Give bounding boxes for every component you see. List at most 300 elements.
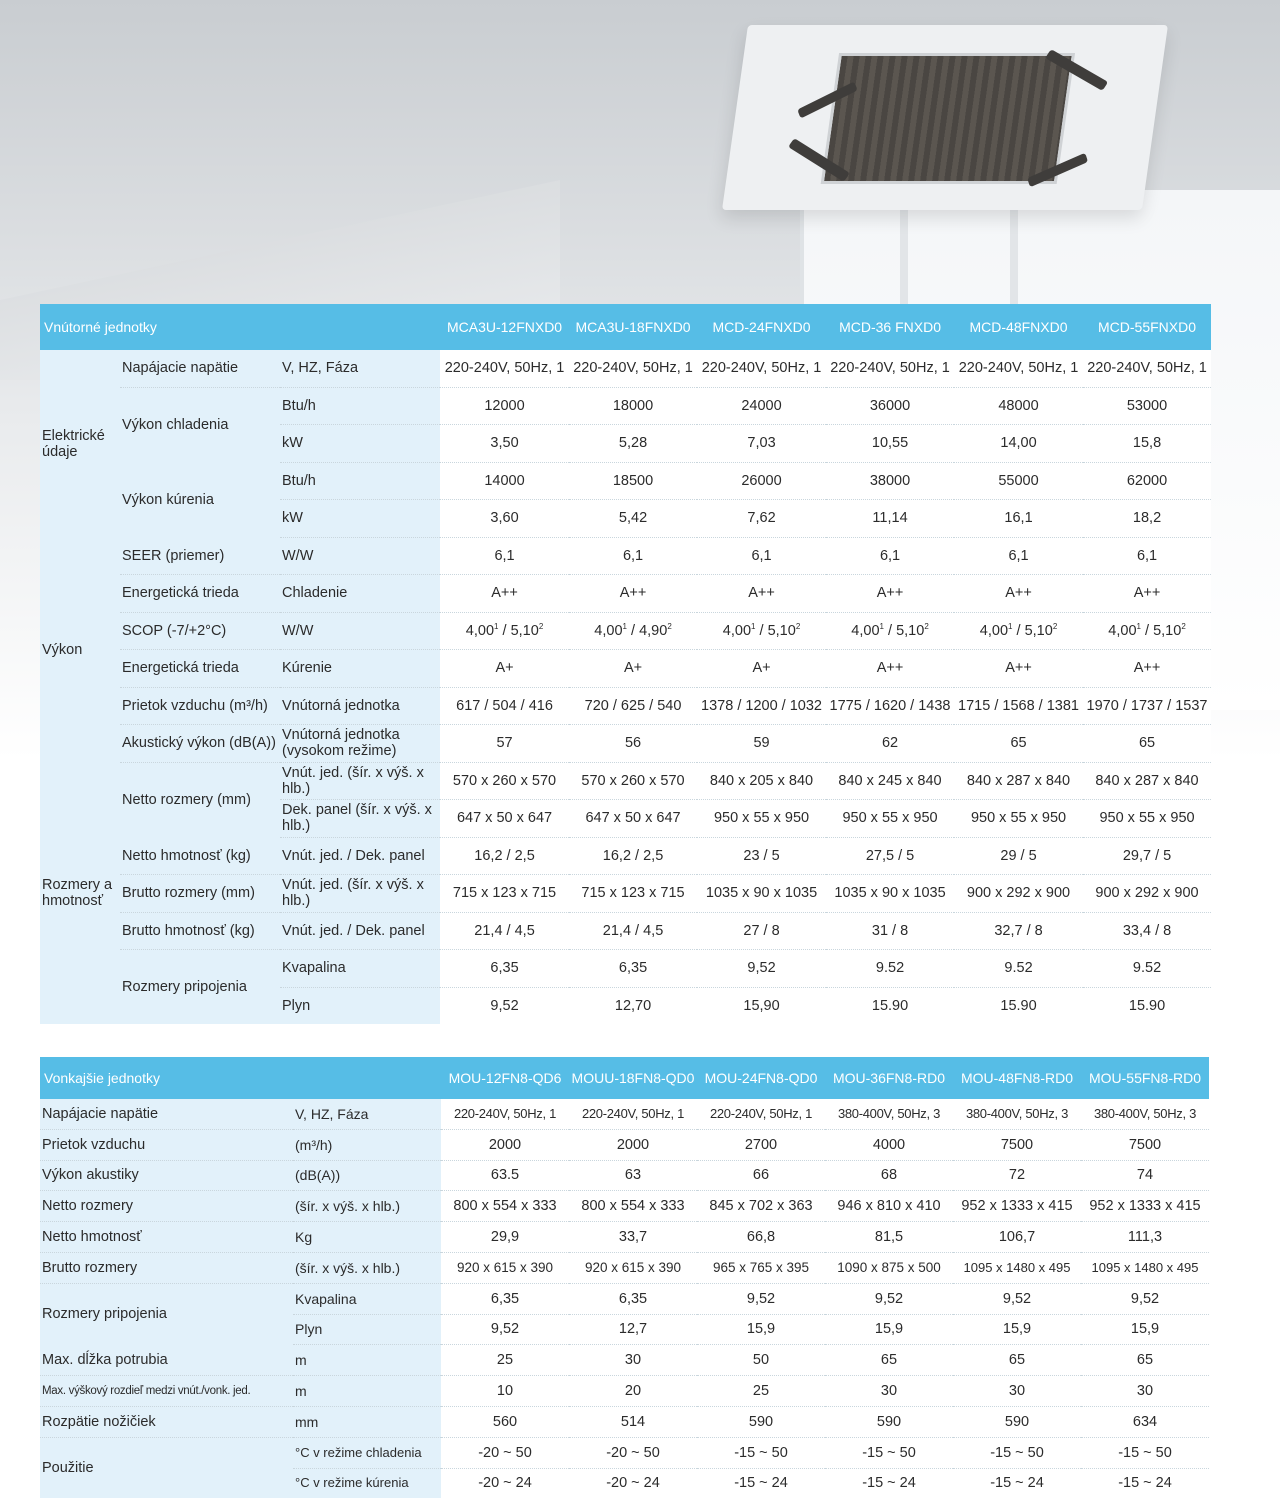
cell-value: 950 x 55 x 950 xyxy=(954,800,1083,838)
cell-value: 48000 xyxy=(954,387,1083,425)
cell-value: 66 xyxy=(697,1160,825,1191)
cell-value: -20 ~ 24 xyxy=(569,1468,697,1498)
footnote-marker: 2 xyxy=(924,621,929,631)
scop-mild: 4,90 xyxy=(639,622,668,639)
cell-value: 11,14 xyxy=(826,500,954,538)
cell-value: 63.5 xyxy=(441,1160,569,1191)
footnote-marker: 2 xyxy=(1181,621,1186,631)
cell-value: 38000 xyxy=(826,462,954,500)
cell-value: 7,03 xyxy=(697,425,826,463)
scop-mild: 5,10 xyxy=(767,622,796,639)
cell-value: 952 x 1333 x 415 xyxy=(953,1191,1081,1222)
param-label: SEER (priemer) xyxy=(120,537,280,575)
unit-label: (šír. x výš. x hlb.) xyxy=(293,1191,441,1222)
cell-value: 30 xyxy=(953,1376,1081,1407)
table-row xyxy=(40,1129,1209,1160)
cell-value: 1775 / 1620 / 1438 xyxy=(826,687,954,725)
scop-cold: 4,00 xyxy=(465,622,495,639)
cell-value: A++ xyxy=(697,575,826,613)
cell-value: -20 ~ 24 xyxy=(441,1468,569,1498)
cell-value: 920 x 615 x 390 xyxy=(441,1252,569,1283)
cell-value: 9,52 xyxy=(440,987,569,1024)
scop-cold: 4,00 xyxy=(851,622,880,639)
cell-value: 634 xyxy=(1081,1406,1209,1437)
cell-value: A++ xyxy=(1083,575,1211,613)
cell-value: 16,2 / 2,5 xyxy=(569,837,697,875)
cell-value: 29 / 5 xyxy=(954,837,1083,875)
outdoor-table-title: Vonkajšie jednotky xyxy=(40,1057,441,1099)
unit-label: V, HZ, Fáza xyxy=(293,1099,441,1129)
table-header-row xyxy=(40,304,1211,350)
cell-value: 220-240V, 50Hz, 1 xyxy=(697,1099,825,1129)
cell-value: 380-400V, 50Hz, 3 xyxy=(1081,1099,1209,1129)
cell-value: 56 xyxy=(569,725,697,763)
cassette-unit-illustration xyxy=(722,25,1168,210)
cell-value: 65 xyxy=(953,1345,1081,1376)
cell-value: 65 xyxy=(1081,1345,1209,1376)
table-row xyxy=(40,1283,1209,1314)
unit-label: (šír. x výš. x hlb.) xyxy=(293,1252,441,1283)
cell-value: 840 x 287 x 840 xyxy=(1083,762,1211,800)
table-row xyxy=(40,1437,1209,1468)
cell-value: -15 ~ 50 xyxy=(1081,1437,1209,1468)
param-label: Použitie xyxy=(40,1437,293,1498)
group-label: Rozmery a hmotnosť xyxy=(40,762,120,1024)
footnote-marker: 1 xyxy=(494,621,499,631)
param-label: Netto rozmery xyxy=(40,1191,293,1222)
param-label: Netto hmotnosť (kg) xyxy=(120,837,280,875)
cell-value: 220-240V, 50Hz, 1 xyxy=(697,350,826,387)
cassette-grille xyxy=(821,53,1075,184)
cell-value: 920 x 615 x 390 xyxy=(569,1252,697,1283)
cell-value: 50 xyxy=(697,1345,825,1376)
cell-value: 220-240V, 50Hz, 1 xyxy=(954,350,1083,387)
table-row xyxy=(40,537,1211,575)
cell-value: 617 / 504 / 416 xyxy=(440,687,569,725)
unit-label: Vnút. jed. / Dek. panel xyxy=(280,912,440,950)
footnote-marker: 1 xyxy=(1136,621,1141,631)
cell-value: 950 x 55 x 950 xyxy=(826,800,954,838)
param-label: Výkon chladenia xyxy=(120,387,280,462)
table-header-row xyxy=(40,1057,1209,1099)
cell-value: 5,28 xyxy=(569,425,697,463)
cell-value: A++ xyxy=(826,575,954,613)
cell-value: 15,9 xyxy=(1081,1314,1209,1345)
unit-label: Vnútorná jednotka xyxy=(280,687,440,725)
cell-value: 6,1 xyxy=(826,537,954,575)
cell-value: 6,35 xyxy=(569,950,697,988)
cell-value: 21,4 / 4,5 xyxy=(569,912,697,950)
cell-value: 4,00$^1$ / 5,10$^2$ xyxy=(440,612,569,650)
model-header: MOU-55FN8-RD0 xyxy=(1081,1057,1209,1099)
cell-value: 1095 x 1480 x 495 xyxy=(953,1252,1081,1283)
cell-value: A++ xyxy=(954,575,1083,613)
scop-mild: 5,10 xyxy=(1153,622,1182,639)
cell-value: 9.52 xyxy=(1083,950,1211,988)
table-row xyxy=(40,950,1211,988)
cell-value: A++ xyxy=(1083,650,1211,688)
table-row xyxy=(40,612,1211,650)
cell-value: 9,52 xyxy=(697,950,826,988)
unit-label: kW xyxy=(280,500,440,538)
cell-value: 16,2 / 2,5 xyxy=(440,837,569,875)
unit-label: Vnút. jed. (šír. x výš. x hlb.) xyxy=(280,875,440,913)
cell-value: 30 xyxy=(569,1345,697,1376)
cell-value: A++ xyxy=(569,575,697,613)
cell-value: 220-240V, 50Hz, 1 xyxy=(569,1099,697,1129)
param-label: Napájacie napätie xyxy=(40,1099,293,1129)
cell-value: 950 x 55 x 950 xyxy=(1083,800,1211,838)
cell-value: 9.52 xyxy=(826,950,954,988)
cell-value: 840 x 205 x 840 xyxy=(697,762,826,800)
cell-value: 15.90 xyxy=(954,987,1083,1024)
cell-value: 900 x 292 x 900 xyxy=(954,875,1083,913)
model-header: MOU-24FN8-QD0 xyxy=(697,1057,825,1099)
cell-value: 3,50 xyxy=(440,425,569,463)
cell-value: 68 xyxy=(825,1160,953,1191)
cell-value: -20 ~ 50 xyxy=(441,1437,569,1468)
cell-value: 5,42 xyxy=(569,500,697,538)
cell-value: 952 x 1333 x 415 xyxy=(1081,1191,1209,1222)
param-label: Energetická trieda xyxy=(120,650,280,688)
cell-value: 81,5 xyxy=(825,1222,953,1253)
cell-value: 33,7 xyxy=(569,1222,697,1253)
cell-value: 25 xyxy=(697,1376,825,1407)
cell-value: 9,52 xyxy=(953,1283,1081,1314)
cell-value: 845 x 702 x 363 xyxy=(697,1191,825,1222)
cell-value: 1090 x 875 x 500 xyxy=(825,1252,953,1283)
cell-value: 15.90 xyxy=(1083,987,1211,1024)
unit-label: Vnútorná jednotka (vysokom režime) xyxy=(280,725,440,763)
cell-value: 6,35 xyxy=(569,1283,697,1314)
cell-value: A+ xyxy=(569,650,697,688)
cell-value: 6,1 xyxy=(569,537,697,575)
param-label: Rozmery pripojenia xyxy=(120,950,280,1025)
cell-value: 7,62 xyxy=(697,500,826,538)
cell-value: 4,00$^1$ / 5,10$^2$ xyxy=(826,612,954,650)
footnote-marker: 1 xyxy=(1008,621,1013,631)
unit-label: V, HZ, Fáza xyxy=(280,350,440,387)
cell-value: 647 x 50 x 647 xyxy=(440,800,569,838)
cell-value: 1715 / 1568 / 1381 xyxy=(954,687,1083,725)
cell-value: 59 xyxy=(697,725,826,763)
unit-label: Kúrenie xyxy=(280,650,440,688)
footnote-marker: 1 xyxy=(879,621,884,631)
cell-value: 840 x 245 x 840 xyxy=(826,762,954,800)
cell-value: 66,8 xyxy=(697,1222,825,1253)
model-header: MCD-36 FNXD0 xyxy=(826,304,954,350)
model-header: MCA3U-18FNXD0 xyxy=(569,304,697,350)
unit-label: Kg xyxy=(293,1222,441,1253)
cell-value: 1035 x 90 x 1035 xyxy=(697,875,826,913)
unit-label: mm xyxy=(293,1406,441,1437)
cell-value: 590 xyxy=(953,1406,1081,1437)
cell-value: 6,1 xyxy=(440,537,569,575)
cell-value: 27,5 / 5 xyxy=(826,837,954,875)
cell-value: -20 ~ 50 xyxy=(569,1437,697,1468)
param-label: Rozmery pripojenia xyxy=(40,1283,293,1345)
cell-value: 715 x 123 x 715 xyxy=(440,875,569,913)
scop-cold: 4,00 xyxy=(722,622,752,639)
cell-value: 9.52 xyxy=(954,950,1083,988)
scop-cold: 4,00 xyxy=(979,622,1009,639)
table-row xyxy=(40,725,1211,763)
cell-value: 30 xyxy=(1081,1376,1209,1407)
cell-value: -15 ~ 24 xyxy=(697,1468,825,1498)
cell-value: 15,90 xyxy=(697,987,826,1024)
unit-label: Vnút. jed. (šír. x výš. x hlb.) xyxy=(280,762,440,800)
cell-value: 900 x 292 x 900 xyxy=(1083,875,1211,913)
cell-value: -15 ~ 24 xyxy=(1081,1468,1209,1498)
param-label: Brutto rozmery xyxy=(40,1252,293,1283)
unit-label: °C v režime chladenia xyxy=(293,1437,441,1468)
cell-value: 9,52 xyxy=(825,1283,953,1314)
cell-value: 965 x 765 x 395 xyxy=(697,1252,825,1283)
cell-value: 220-240V, 50Hz, 1 xyxy=(1083,350,1211,387)
table-row xyxy=(40,687,1211,725)
cell-value: 590 xyxy=(697,1406,825,1437)
unit-label: Btu/h xyxy=(280,462,440,500)
footnote-marker: 2 xyxy=(1052,621,1058,631)
cell-value: 29,9 xyxy=(441,1222,569,1253)
model-header: MCD-24FNXD0 xyxy=(697,304,826,350)
cell-value: 2000 xyxy=(569,1129,697,1160)
cell-value: 800 x 554 x 333 xyxy=(569,1191,697,1222)
model-header: MCA3U-12FNXD0 xyxy=(440,304,569,350)
cell-value: 20 xyxy=(569,1376,697,1407)
cell-value: 63 xyxy=(569,1160,697,1191)
unit-label: Plyn xyxy=(280,987,440,1024)
scop-cold: 4,00 xyxy=(1108,622,1137,639)
table-row xyxy=(40,762,1211,800)
cell-value: 12000 xyxy=(440,387,569,425)
cell-value: 36000 xyxy=(826,387,954,425)
cell-value: 840 x 287 x 840 xyxy=(954,762,1083,800)
cell-value: 715 x 123 x 715 xyxy=(569,875,697,913)
param-label: Max. výškový rozdieľ medzi vnút./vonk. jed. xyxy=(40,1376,293,1407)
cell-value: 6,1 xyxy=(954,537,1083,575)
cell-value: 1970 / 1737 / 1537 xyxy=(1083,687,1211,725)
unit-label: Kvapalina xyxy=(293,1283,441,1314)
param-label: Brutto hmotnosť (kg) xyxy=(120,912,280,950)
cell-value: 1378 / 1200 / 1032 xyxy=(697,687,826,725)
cell-value: 15,9 xyxy=(953,1314,1081,1345)
cell-value: 6,35 xyxy=(441,1283,569,1314)
cell-value: A++ xyxy=(826,650,954,688)
cell-value: 10,55 xyxy=(826,425,954,463)
footnote-marker: 1 xyxy=(622,621,627,631)
cell-value: 29,7 / 5 xyxy=(1083,837,1211,875)
cell-value: 3,60 xyxy=(440,500,569,538)
scop-mild: 5,10 xyxy=(510,622,539,639)
cell-value: 14,00 xyxy=(954,425,1083,463)
cell-value: A+ xyxy=(697,650,826,688)
cell-value: 55000 xyxy=(954,462,1083,500)
cell-value: -15 ~ 50 xyxy=(697,1437,825,1468)
cell-value: 1095 x 1480 x 495 xyxy=(1081,1252,1209,1283)
unit-label: (m³/h) xyxy=(293,1129,441,1160)
model-header: MOUU-18FN8-QD0 xyxy=(569,1057,697,1099)
cell-value: 220-240V, 50Hz, 1 xyxy=(569,350,697,387)
unit-label: Dek. panel (šír. x výš. x hlb.) xyxy=(280,800,440,838)
cell-value: 106,7 xyxy=(953,1222,1081,1253)
cell-value: 15,9 xyxy=(825,1314,953,1345)
model-header: MCD-48FNXD0 xyxy=(954,304,1083,350)
table-row xyxy=(40,462,1211,500)
unit-label: W/W xyxy=(280,612,440,650)
cell-value: 62000 xyxy=(1083,462,1211,500)
unit-label: kW xyxy=(280,425,440,463)
cell-value: 18500 xyxy=(569,462,697,500)
cell-value: 53000 xyxy=(1083,387,1211,425)
table-row xyxy=(40,1376,1209,1407)
cell-value: 15.90 xyxy=(826,987,954,1024)
indoor-units-table xyxy=(40,304,1211,1024)
cell-value: A++ xyxy=(440,575,569,613)
cell-value: 31 / 8 xyxy=(826,912,954,950)
table-row xyxy=(40,1222,1209,1253)
unit-label: Plyn xyxy=(293,1314,441,1345)
cell-value: 14000 xyxy=(440,462,569,500)
cell-value: 220-240V, 50Hz, 1 xyxy=(826,350,954,387)
cell-value: 25 xyxy=(441,1345,569,1376)
footnote-marker: 2 xyxy=(538,621,544,631)
cell-value: A+ xyxy=(440,650,569,688)
cell-value: 9,52 xyxy=(1081,1283,1209,1314)
cell-value: 33,4 / 8 xyxy=(1083,912,1211,950)
cell-value: 6,1 xyxy=(697,537,826,575)
cell-value: 220-240V, 50Hz, 1 xyxy=(440,350,569,387)
indoor-table-title: Vnútorné jednotky xyxy=(40,304,440,350)
cell-value: 65 xyxy=(954,725,1083,763)
cell-value: 570 x 260 x 570 xyxy=(569,762,697,800)
cell-value: 9,52 xyxy=(697,1283,825,1314)
cell-value: 4,00$^1$ / 5,10$^2$ xyxy=(1083,612,1211,650)
cell-value: 23 / 5 xyxy=(697,837,826,875)
cell-value: 570 x 260 x 570 xyxy=(440,762,569,800)
cell-value: 6,35 xyxy=(440,950,569,988)
unit-label: m xyxy=(293,1345,441,1376)
table-row xyxy=(40,350,1211,387)
cell-value: 21,4 / 4,5 xyxy=(440,912,569,950)
cell-value: 7500 xyxy=(953,1129,1081,1160)
cell-value: 9,52 xyxy=(441,1314,569,1345)
scop-mild: 5,10 xyxy=(896,622,925,639)
cell-value: 72 xyxy=(953,1160,1081,1191)
model-header: MOU-36FN8-RD0 xyxy=(825,1057,953,1099)
cell-value: 1035 x 90 x 1035 xyxy=(826,875,954,913)
unit-label: (dB(A)) xyxy=(293,1160,441,1191)
param-label: Netto rozmery (mm) xyxy=(120,762,280,837)
table-row xyxy=(40,875,1211,913)
cell-value: 111,3 xyxy=(1081,1222,1209,1253)
cell-value: 647 x 50 x 647 xyxy=(569,800,697,838)
cell-value: 7500 xyxy=(1081,1129,1209,1160)
table-row xyxy=(40,1160,1209,1191)
unit-label: °C v režime kúrenia xyxy=(293,1468,441,1498)
cell-value: 4000 xyxy=(825,1129,953,1160)
cell-value: 514 xyxy=(569,1406,697,1437)
cell-value: 590 xyxy=(825,1406,953,1437)
cell-value: 30 xyxy=(825,1376,953,1407)
cell-value: 18,2 xyxy=(1083,500,1211,538)
table-row xyxy=(40,1406,1209,1437)
table-row xyxy=(40,837,1211,875)
table-row xyxy=(40,575,1211,613)
cell-value: 220-240V, 50Hz, 1 xyxy=(441,1099,569,1129)
model-header: MCD-55FNXD0 xyxy=(1083,304,1211,350)
cell-value: 2000 xyxy=(441,1129,569,1160)
param-label: Akustický výkon (dB(A)) xyxy=(120,725,280,763)
cell-value: 2700 xyxy=(697,1129,825,1160)
cell-value: 18000 xyxy=(569,387,697,425)
cell-value: -15 ~ 50 xyxy=(953,1437,1081,1468)
param-label: Max. dĺžka potrubia xyxy=(40,1345,293,1376)
footnote-marker: 1 xyxy=(751,621,756,631)
cell-value: 12,70 xyxy=(569,987,697,1024)
cell-value: 4,00$^1$ / 5,10$^2$ xyxy=(954,612,1083,650)
param-label: SCOP (-7/+2°C) xyxy=(120,612,280,650)
unit-label: Chladenie xyxy=(280,575,440,613)
cell-value: 950 x 55 x 950 xyxy=(697,800,826,838)
cell-value: 4,00$^1$ / 4,90$^2$ xyxy=(569,612,697,650)
cell-value: 4,00$^1$ / 5,10$^2$ xyxy=(697,612,826,650)
table-row xyxy=(40,1345,1209,1376)
unit-label: W/W xyxy=(280,537,440,575)
group-label: Výkon xyxy=(40,537,120,762)
cell-value: -15 ~ 50 xyxy=(825,1437,953,1468)
unit-label: Btu/h xyxy=(280,387,440,425)
param-label: Výkon kúrenia xyxy=(120,462,280,537)
table-row xyxy=(40,650,1211,688)
cell-value: -15 ~ 24 xyxy=(825,1468,953,1498)
cell-value: 26000 xyxy=(697,462,826,500)
param-label: Rozpätie nožičiek xyxy=(40,1406,293,1437)
param-label: Brutto rozmery (mm) xyxy=(120,875,280,913)
table-row xyxy=(40,912,1211,950)
cell-value: 800 x 554 x 333 xyxy=(441,1191,569,1222)
param-label: Prietok vzduchu (m³/h) xyxy=(120,687,280,725)
param-label: Netto hmotnosť xyxy=(40,1222,293,1253)
table-row xyxy=(40,1252,1209,1283)
table-row xyxy=(40,1099,1209,1129)
cell-value: 65 xyxy=(1083,725,1211,763)
scop-mild: 5,10 xyxy=(1024,622,1053,639)
outdoor-units-table xyxy=(40,1057,1209,1498)
cell-value: 10 xyxy=(441,1376,569,1407)
cell-value: 6,1 xyxy=(1083,537,1211,575)
cell-value: 15,9 xyxy=(697,1314,825,1345)
cell-value: 15,8 xyxy=(1083,425,1211,463)
cell-value: 12,7 xyxy=(569,1314,697,1345)
param-label: Energetická trieda xyxy=(120,575,280,613)
cell-value: 380-400V, 50Hz, 3 xyxy=(953,1099,1081,1129)
cell-value: 380-400V, 50Hz, 3 xyxy=(825,1099,953,1129)
unit-label: m xyxy=(293,1376,441,1407)
unit-label: Vnút. jed. / Dek. panel xyxy=(280,837,440,875)
unit-label: Kvapalina xyxy=(280,950,440,988)
model-header: MOU-12FN8-QD6 xyxy=(441,1057,569,1099)
model-header: MOU-48FN8-RD0 xyxy=(953,1057,1081,1099)
cell-value: 27 / 8 xyxy=(697,912,826,950)
table-row xyxy=(40,387,1211,425)
cell-value: 720 / 625 / 540 xyxy=(569,687,697,725)
scop-cold: 4,00 xyxy=(594,622,623,639)
param-label: Prietok vzduchu xyxy=(40,1129,293,1160)
group-label: Elektrické údaje xyxy=(40,350,120,537)
table-row xyxy=(40,1191,1209,1222)
cell-value: 32,7 / 8 xyxy=(954,912,1083,950)
